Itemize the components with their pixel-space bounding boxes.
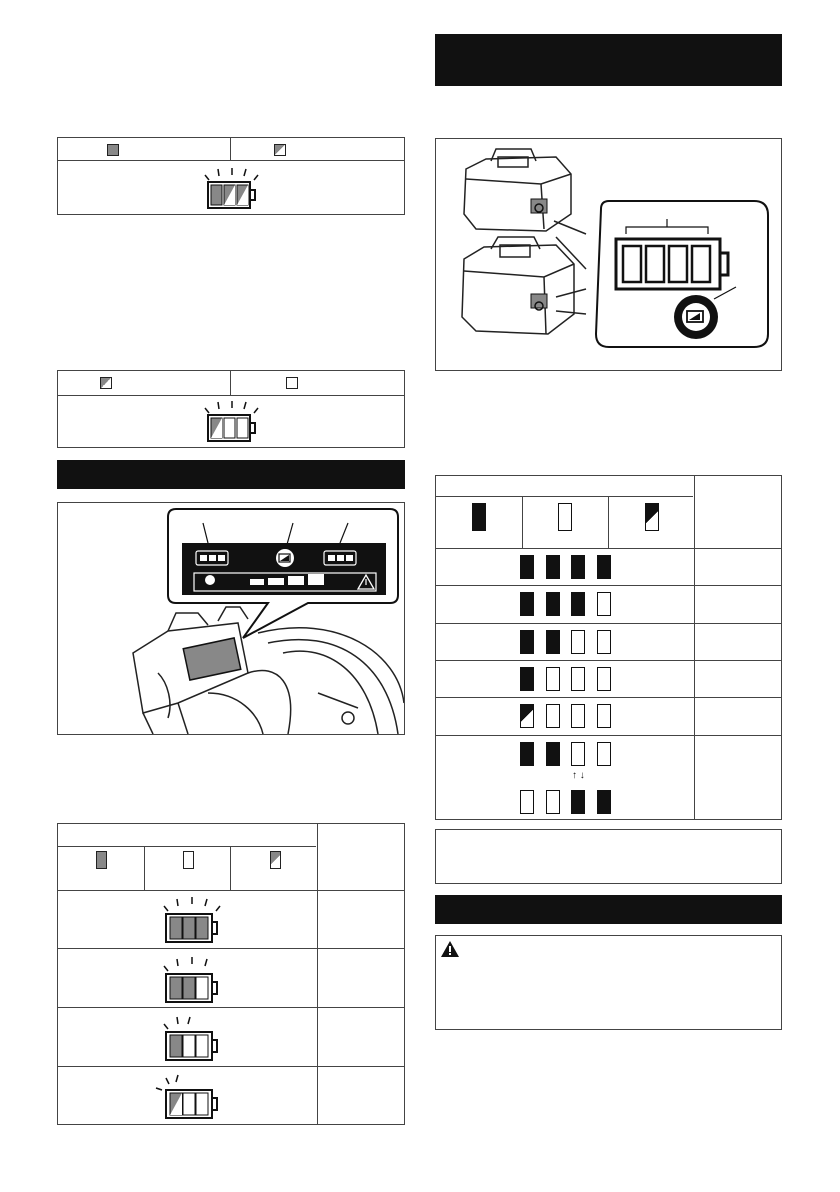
cartridge-lamp-segment bbox=[520, 742, 534, 766]
cartridge-lamp-segment bbox=[520, 555, 534, 579]
cartridge-lamp-segment bbox=[597, 667, 611, 691]
lamp-table-1 bbox=[57, 137, 405, 215]
caution-box bbox=[435, 935, 782, 1030]
cartridge-lamp-segment bbox=[571, 667, 585, 691]
lamp-blinking-swatch bbox=[645, 503, 659, 531]
cartridge-lamp-segment bbox=[546, 555, 560, 579]
cartridge-lamp-segment bbox=[546, 667, 560, 691]
battery-icon bbox=[154, 1070, 226, 1122]
cartridge-lamp-segment bbox=[520, 704, 534, 728]
cartridge-lamp-segment bbox=[546, 630, 560, 654]
cartridge-lamp-segment bbox=[597, 630, 611, 654]
battery-icon bbox=[196, 399, 262, 445]
cartridge-lamp-segment bbox=[597, 592, 611, 616]
battery-cartridge-icon bbox=[436, 139, 781, 370]
cartridge-lamp-segment bbox=[546, 790, 560, 814]
cartridge-lamp-segment bbox=[571, 704, 585, 728]
tool-figure bbox=[57, 502, 405, 735]
battery-icon bbox=[154, 1012, 226, 1064]
battery-icon bbox=[196, 166, 262, 212]
cartridge-lamp-segment bbox=[597, 790, 611, 814]
alternating-arrows-icon: ↑ ↓ bbox=[572, 770, 585, 781]
lamp-blinking-swatch bbox=[274, 144, 286, 156]
cartridge-lamp-segment bbox=[546, 742, 560, 766]
lamp-blinking-swatch bbox=[270, 851, 281, 869]
section-heading-bar bbox=[435, 895, 782, 924]
lamp-blinking-swatch bbox=[100, 377, 112, 389]
lamp-table-2 bbox=[57, 370, 405, 448]
cartridge-lamp-segment bbox=[597, 742, 611, 766]
cartridge-lamp-segment bbox=[571, 592, 585, 616]
cartridge-lamp-segment bbox=[571, 790, 585, 814]
section-heading-bar bbox=[57, 460, 405, 489]
warning-triangle-icon bbox=[441, 941, 459, 957]
cartridge-lamp-segment bbox=[571, 742, 585, 766]
cartridge-lamp-segment bbox=[597, 555, 611, 579]
cartridge-lamp-segment bbox=[520, 592, 534, 616]
cartridge-lamp-segment bbox=[520, 667, 534, 691]
circular-saw-icon bbox=[58, 503, 404, 734]
battery-icon bbox=[154, 954, 226, 1006]
cartridge-lamp-segment bbox=[520, 630, 534, 654]
lamp-lit-swatch bbox=[107, 144, 119, 156]
cartridge-lamp-segment bbox=[571, 630, 585, 654]
cartridge-lamp-segment bbox=[546, 704, 560, 728]
cartridge-lamp-segment bbox=[546, 592, 560, 616]
lamp-off-swatch bbox=[558, 503, 572, 531]
battery-cartridge-figure bbox=[435, 138, 782, 371]
note-box bbox=[435, 829, 782, 884]
lamp-off-swatch bbox=[286, 377, 298, 389]
cartridge-lamp-table bbox=[435, 475, 782, 820]
battery-icon bbox=[154, 894, 226, 946]
lamp-lit-swatch bbox=[96, 851, 107, 869]
cartridge-lamp-segment bbox=[597, 704, 611, 728]
lamp-lit-swatch bbox=[472, 503, 486, 531]
cartridge-lamp-segment bbox=[520, 790, 534, 814]
tool-lamp-table bbox=[57, 823, 405, 1125]
cartridge-lamp-segment bbox=[571, 555, 585, 579]
section-heading-bar bbox=[435, 34, 782, 86]
lamp-off-swatch bbox=[183, 851, 194, 869]
